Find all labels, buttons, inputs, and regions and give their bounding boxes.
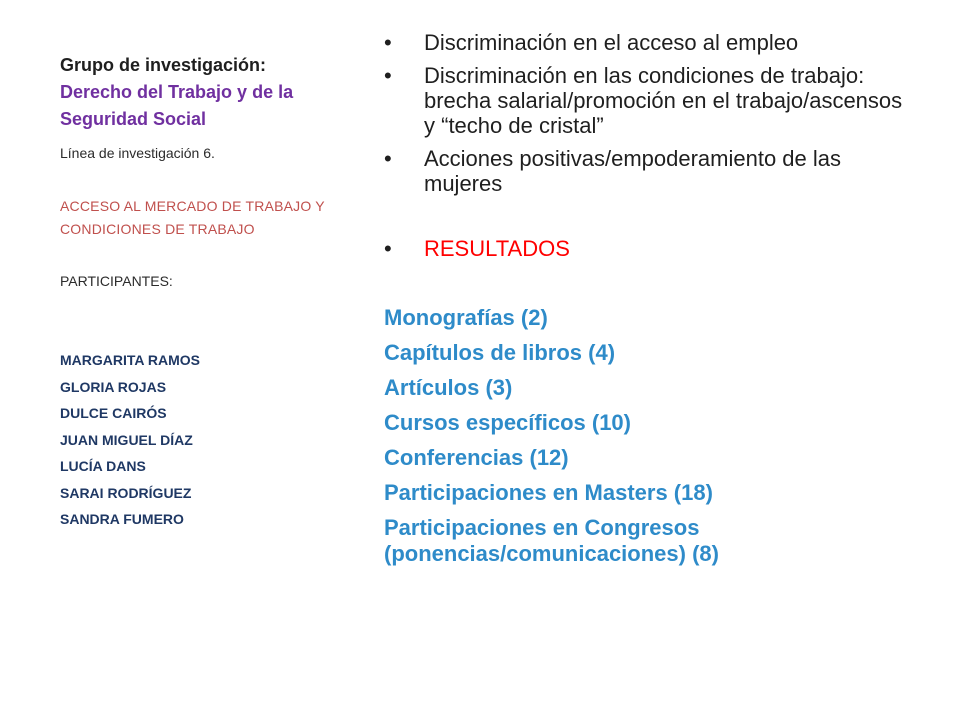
result-item: Monografías (2) <box>384 305 548 330</box>
title-line-1: Grupo de investigación: <box>60 55 267 75</box>
results-heading: RESULTADOS <box>424 236 570 261</box>
left-column <box>60 52 345 533</box>
topic-bullet <box>384 63 904 138</box>
topic-text: Discriminación en el acceso al empleo <box>424 30 799 55</box>
bullet-icon: • <box>384 236 392 261</box>
topic-text: Discriminación en las condiciones de trabajo: brecha salarial/promoción en el trabajo/ascensos y “techo de cristal” <box>424 63 903 138</box>
participants-list <box>60 347 345 533</box>
participant-name: SARAI RODRÍGUEZ <box>60 484 192 501</box>
right-column <box>384 30 904 576</box>
participant-name: GLORIA ROJAS <box>60 378 167 395</box>
participants-label: PARTICIPANTES: <box>60 273 173 289</box>
topic-bullet <box>384 146 904 196</box>
result-item: Participaciones en Congresos (ponencias/comunicaciones) (8) <box>384 515 719 566</box>
participant-name: SANDRA FUMERO <box>60 511 184 527</box>
topics-list <box>384 30 904 261</box>
bullet-icon: • <box>384 146 392 171</box>
slide-title <box>60 52 345 133</box>
bullet-icon: • <box>384 63 392 88</box>
bullet-icon: • <box>384 30 392 55</box>
research-topic: ACCESO AL MERCADO DE TRABAJO Y CONDICIONES DE TRABAJO <box>60 198 325 237</box>
participant-name: JUAN MIGUEL DÍAZ <box>60 431 193 448</box>
result-item: Artículos (3) <box>384 375 513 400</box>
research-line-label: Línea de investigación 6. <box>60 145 215 161</box>
topic-bullet <box>384 30 904 55</box>
result-item: Capítulos de libros (4) <box>384 340 616 365</box>
topic-text: Acciones positivas/empoderamiento de las mujeres <box>424 146 842 196</box>
result-item: Cursos específicos (10) <box>384 410 631 435</box>
title-line-2: Derecho del Trabajo y de la Seguridad Social <box>60 82 294 129</box>
participant-name: DULCE CAIRÓS <box>60 405 167 421</box>
participant-name: LUCÍA DANS <box>60 458 146 474</box>
result-item: Participaciones en Masters (18) <box>384 480 713 505</box>
participant-name: MARGARITA RAMOS <box>60 352 200 368</box>
result-item: Conferencias (12) <box>384 445 569 470</box>
results-bullet <box>384 236 904 261</box>
results-list <box>384 305 904 567</box>
